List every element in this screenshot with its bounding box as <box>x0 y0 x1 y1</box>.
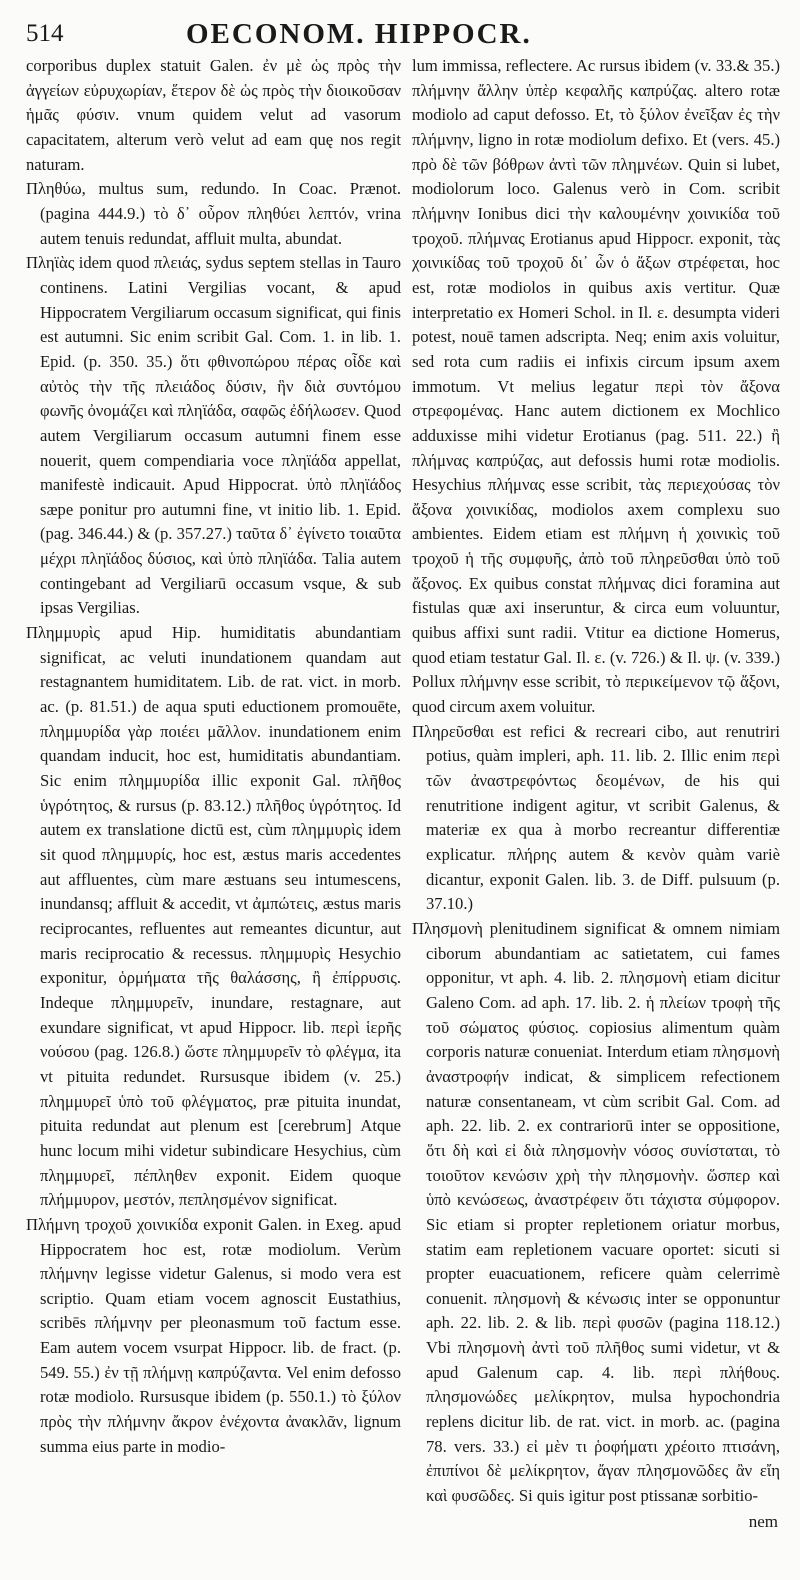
entry-pleias: Πληϊὰς idem quod πλειάς, sydus septem stellas in Tauro continens. Latini Vergilias vocant, & apud Hippocratem Vergiliarum occasum significat, qui finis est autumni. Sic enim scribit Gal. Com. 1. in lib. 1. Epid. (p. 350. 35.) ὅτι φθινοπώρου πέρας οἶδε καὶ αὐτὸς τὴν τῆς πλειάδος δύσιν, ἣν διὰ συντόμου φωνῆς ὀνομάζει καὶ πληϊάδα, σαφῶς ἐδήλωσεν. Quod autem Vergiliarum occasum autumni finem esse nouerit, quem compendiaria voce πληϊάδα appellat, manifestè indicauit. Apud Hippocrat. ὑπὸ πληϊάδος sæpe ponitur pro autumni fine, vt initio lib. 1. Epid. (pag. 346.44.) & (p. 357.27.) ταῦτα δ᾽ ἐγίνετο τοιαῦτα μέχρι πληϊάδος δύσιος, καὶ ὑπὸ πληϊάδα. Talia autem contingebant ad Vergiliarū occasum vsque, & sub ipsas Vergilias. <box>26 253 401 618</box>
entry-plemmyris: Πλημμυρὶς apud Hip. humiditatis abundantiam significat, ac veluti inundationem quandam aut restagnantem humiditatem. Lib. de rat. vict. in morb. ac. (p. 81.51.) de aqua sputi eductionem promouēte, πλημμυρίδα γὰρ ποιέει μᾶλλον. inundationem enim quandam inducit, hoc est, humiditatis abundantiam. Sic enim πλημμυρίδα illic exponit Gal. πλῆθος ὑγρότητος, & rursus (p. 83.12.) πλῆθος ὑγρότητος. Id autem ex translatione dictū est, cùm πλημμυρὶς idem sit quod πλημμυρίς, hoc est, æstus maris accedentes aut affluentes, cùm mare æstuans seu intumescens, inundansq; affluit & accedit, vt ἀμπώτεις, æstus maris reciprocantes, refluentes aut remeantes dicuntur, aut maris reciprocatio & recessus. πλημμυρὶς Hesychio exponitur, ὁρμήματα τῆς θαλάσσης, ἢ ἐπίρρυσις. Indeque πλημμυρεῖν, inundare, restagnare, aut exundare significat, vt apud Hippocr. lib. περὶ ἱερῆς νούσου (pag. 126.8.) ὥστε πλημμυρεῖν τὸ φλέγμα, ita vt pituita redundet. Rursusque ibidem (v. 25.) πλημμυρεῖ ὑπὸ τοῦ φλέγματος, præ pituita inundat, pituita redundat aut plenum est [cerebrum] Atque hunc locum mihi videtur subindicare Hesychius, cùm πλημμυρεῖ, πέπληθεν exponit. Eidem quoque πλήμμυρον, μεστόν, πεπλησμένον significat. <box>26 623 401 1210</box>
entry-plemne: Πλήμνη τροχοῦ χοινικίδα exponit Galen. in Exeg. apud Hippocratem hoc est, rotæ modiolum. Verùm πλήμνην legisse videtur Galenus, si modo vera est scriptio. Quam etiam vocem agnoscit Eustathius, scribēs πλήμνην per pleonasmum τοῦ factum esse. Eam autem vocem vsurpat Hippocr. lib. de fract. (p. 549. 55.) ἐν τῇ πλήμνῃ καπρύζαντα. Vel enim defosso rotæ modiolo. Rursusque ibidem (p. 550.1.) τὸ ξύλον πρὸς τὴν πλήμνην ἄκρον ἐνέχοντα ἀνακλᾶν, lignum summa eius parte in modio- <box>26 1214 401 1456</box>
page-header <box>26 18 780 48</box>
text-columns <box>26 54 780 1534</box>
right-paragraph-1: lum immissa, reflectere. Ac rursus ibidem (v. 33.& 35.) πλήμνην ἄλλην ὑπὲρ κεφαλῆς καπρύζας. altero rotæ modiolo ad caput defosso. Et, τὸ ξύλον ἐνεῖξαν ἐς τὴν πλήμνην, ligno in rotæ modiolum defixo. Et (vers. 45.) πρὸ δὲ τῶν βόθρων ἀντὶ τῶν πλημνέων. Quin si lubet, modiolorum loco. Galenus verò in Com. scribit πλήμνην Ionibus dici τὴν καλουμένην χοινικίδα τοῦ τροχοῦ. πλήμνας Erotianus apud Hippocr. exponit, τὰς χοινικίδας τοῦ τροχοῦ δι᾽ ὧν ὁ ἄξων στρέφεται, hoc est, rotæ modiolos in quibus axis vertitur. Quæ interpretatio ex Homeri Schol. in Il. ε. desumpta videri potest, nouē tamen adscripta. Neq; enim axis voluitur, sed rota cum radiis ei infixis circum ipsum axem immotum. Vt melius legatur περὶ τὸν ἄξονα στρεφομένας. Hanc autem dictionem ex Mochlico adduxisse mihi videtur Erotianus (pag. 511. 22.) ἢ πλήμνας καπρύζας, aut defossis humi rotæ modiolis. Hesychius πλήμνας esse scribit, τὰς περιεχούσας τὸν ἄξονα χοινικίδας, modiolos axem complexu suo ambientes. Eidem etiam est πλήμνη ἡ χοινικὶς τοῦ τροχοῦ ἡ τῆς συμφυῆς, ἀπὸ τοῦ πληρεῦσθαι ὑπὸ τοῦ ἄξονος. Ex quibus constat πλήμνας dici foramina aut fistulas quæ axi inseruntur, & circa eum voluuntur, quibus affixi sunt radii. Vtitur ea dictione Homerus, quod etiam testatur Gal. Il. ε. (v. 726.) & Il. ψ. (v. 339.) Pollux πλήμνην esse scribit, τὸ περικείμενον τῷ ἄξονι, quod circum axem voluitur. <box>412 56 780 717</box>
entry-plethyo: Πληθύω, multus sum, redundo. In Coac. Prænot. (pagina 444.9.) τὸ δ᾽ οὖρον πληθύει λεπτόν, vrina autem tenuis redundat, affluit multa, abundat. <box>26 179 401 248</box>
entry-plesmone: Πλησμονὴ plenitudinem significat & omnem nimiam ciborum abundantiam ac satietatem, cui fames opponitur, vt aph. 4. lib. 2. πλησμονὴ etiam dicitur Galeno Com. ad aph. 17. lib. 2. ἡ πλείων τροφὴ τῆς τοῦ σώματος φύσιος. copiosius alimentum quàm corporis naturæ conueniat. Interdum etiam πλησμονὴ ἀναστροφήν indicat, & simplicem refectionem naturæ consentaneam, vt cùm scribit Gal. Com. ad aph. 22. lib. 2. ex contrariorū inter se oppositione, ὅτι δὴ καὶ εἰ διὰ πλησμονὴν νόσος συνίσταται, τὸ τοιοῦτον κενώσιν χρὴ τὴν πλησμονὴν. ὥσπερ καὶ ὑπὸ κενώσεως, ἀναστρέφειν ὅτι τάχιστα σύμφορον. Sic etiam si propter repletionem oriatur morbus, statim eam repletionem vacuare oportet: sicuti si propter euacuationem, reficere quàm celerrimè conuenit. πλησμονὴ & κένωσις inter se opponuntur aph. 22. lib. 2. & lib. περὶ φυσῶν (pagina 118.12.) Vbi πλησμονὴ ἀντὶ τοῦ πλῆθος sumi videtur, vt & apud Galenum cap. 4. lib. περὶ πλήθους. πλησμονώδες μελίκρητον, mulsa hypochondria replens dicitur lib. de rat. vict. in morb. ac. (pagina 78. vers. 33.) εἰ μὲν τι ῥοφήματι χρέοιτο πτισάνη, ἐπιπίνοι δὲ μελίκρητον, ἄγαν πλησμονῶδες ἂν εἴη καὶ φυσῶδες. Si quis igitur post ptissanæ sorbitio- <box>412 918 780 1506</box>
right-column <box>412 54 780 1534</box>
catchword: nem <box>748 1511 778 1531</box>
left-paragraph-1: corporibus duplex statuit Galen. ἐν μὲ ὡς πρὸς τὴν ἀγγείων εὐρυχωρίαν, ἕτερον δὲ ὡς πρὸς τὴν διοικοῦσαν ἡμᾶς φύσιν. vnum quidem velut ad vasorum capacitatem, alterum verò velut ad eam quę nos regit naturam. <box>26 56 401 174</box>
page-number: 514 <box>26 20 64 47</box>
left-column <box>26 54 401 1534</box>
running-title: OECONOM. HIPPOCR. <box>186 18 532 50</box>
entry-plereusthai: Πληρεῦσθαι est refici & recreari cibo, aut renutriri potius, quàm impleri, aph. 11. lib. 2. Illic enim περὶ τῶν ἀναστρεφόντως δεομένων, de his qui renutritione indigent agitur, vt scribit Galenus, & materiæ ex qua à morbo recreantur differentiæ explicatur. πλήρης autem & κενὸν quàm variè dicantur, exponit Galen. lib. 3. de Diff. pulsuum (p. 37.10.) <box>412 721 780 914</box>
